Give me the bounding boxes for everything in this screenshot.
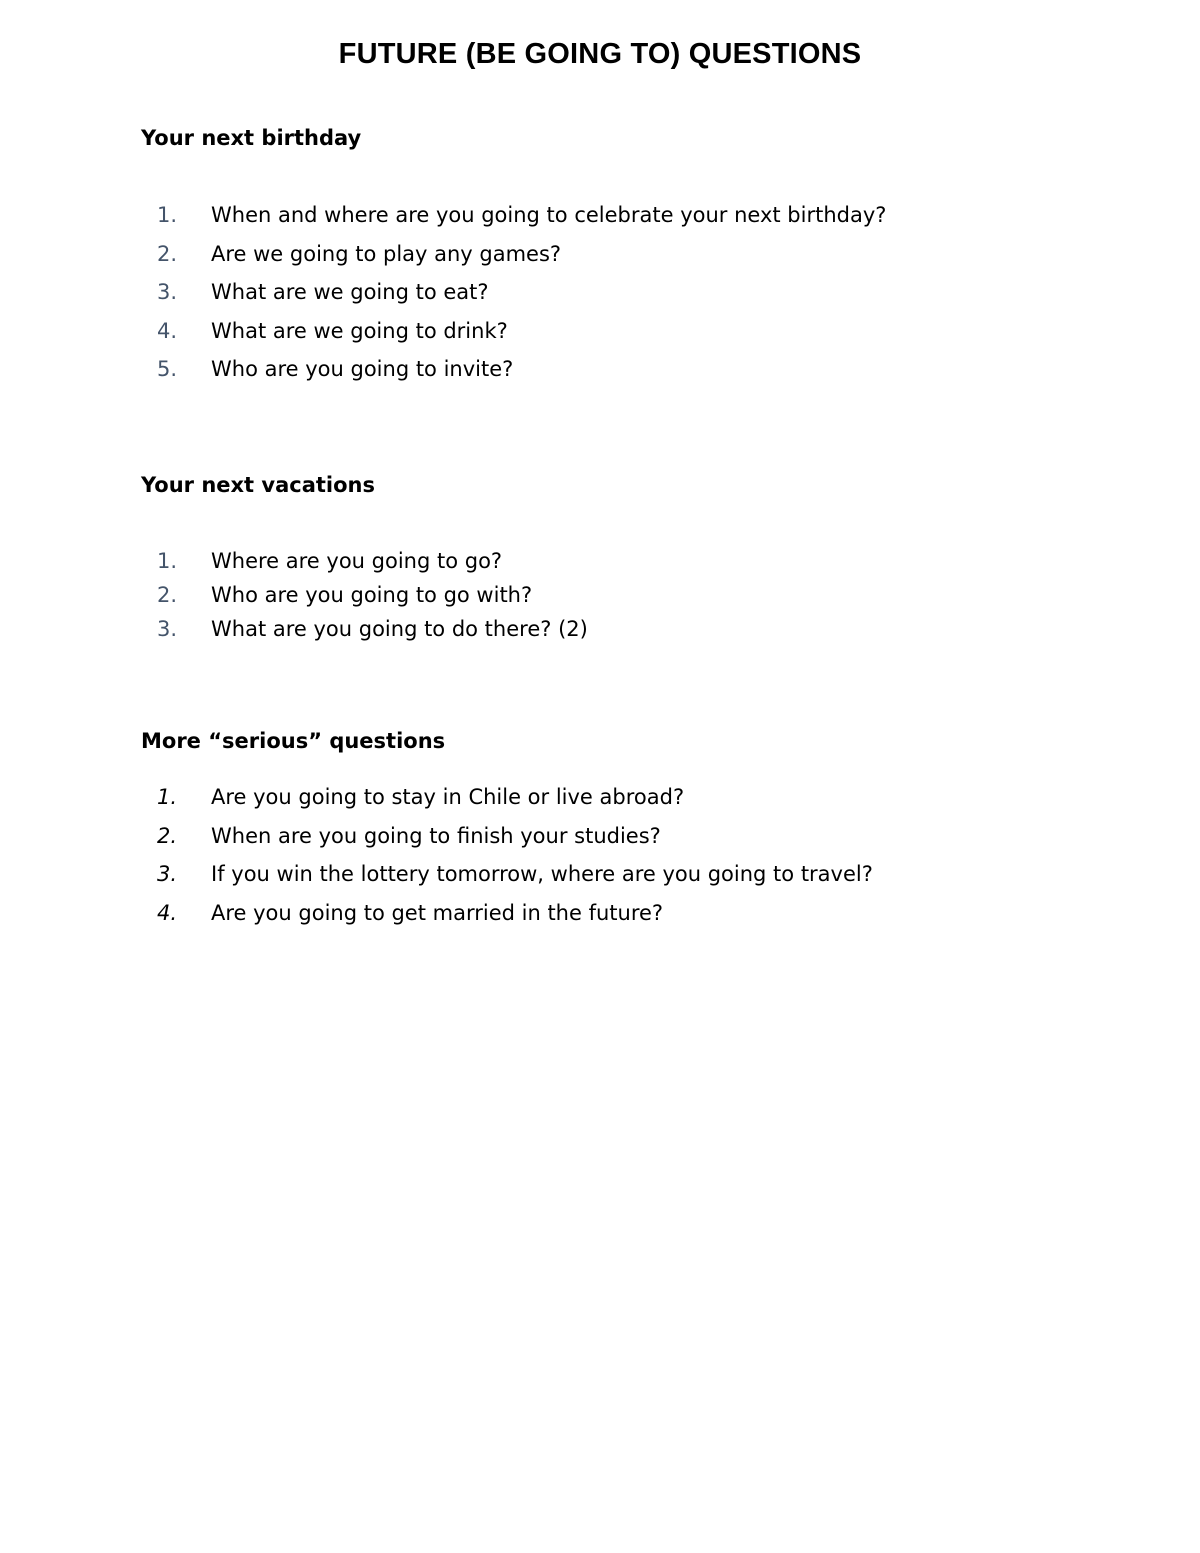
list-item xyxy=(0,901,1200,940)
list-item-text: What are we going to eat? xyxy=(211,280,489,304)
list-item-number: 2. xyxy=(157,241,178,266)
list-item-number: 1. xyxy=(157,549,178,573)
birthday-question-list xyxy=(0,203,1200,396)
list-item-text: When are you going to finish your studies? xyxy=(211,823,661,848)
list-item xyxy=(0,357,1200,396)
list-item-text: Who are you going to go with? xyxy=(211,583,533,607)
list-item-number: 3. xyxy=(157,862,178,886)
list-item-text: When and where are you going to celebrate your next birthday? xyxy=(211,203,887,227)
list-item xyxy=(0,785,1200,824)
list-item xyxy=(0,242,1200,281)
list-item-number: 4. xyxy=(157,900,178,925)
list-item-number: 5. xyxy=(157,357,178,381)
list-item-text: Are you going to stay in Chile or live abroad? xyxy=(211,785,685,809)
list-item xyxy=(0,280,1200,319)
list-item xyxy=(0,862,1200,901)
list-item-number: 1. xyxy=(157,203,178,227)
serious-question-list xyxy=(0,785,1200,939)
list-item-number: 2. xyxy=(157,823,178,848)
list-item-text: Are you going to get married in the future? xyxy=(211,900,664,925)
list-item-number: 4. xyxy=(157,318,178,343)
list-item-text: If you win the lottery tomorrow, where are you going to travel? xyxy=(211,862,873,886)
list-item xyxy=(0,617,1200,651)
list-item-text: What are we going to drink? xyxy=(211,318,508,343)
list-item-number: 1. xyxy=(157,785,178,809)
list-item-number: 2. xyxy=(157,583,178,607)
list-item-number: 3. xyxy=(157,617,178,641)
section-heading-vacations: Your next vacations xyxy=(141,473,376,497)
list-item xyxy=(0,549,1200,583)
section-heading-birthday: Your next birthday xyxy=(141,126,362,150)
list-item-text: Where are you going to go? xyxy=(211,549,503,573)
list-item-number: 3. xyxy=(157,280,178,304)
section-heading-serious: More “serious” questions xyxy=(141,729,446,753)
list-item xyxy=(0,583,1200,617)
list-item xyxy=(0,319,1200,358)
list-item xyxy=(0,824,1200,863)
list-item-text: What are you going to do there? (2) xyxy=(211,617,588,641)
list-item-text: Who are you going to invite? xyxy=(211,357,514,381)
list-item-text: Are we going to play any games? xyxy=(211,241,562,266)
list-item xyxy=(0,203,1200,242)
vacations-question-list xyxy=(0,549,1200,651)
page-title: FUTURE (BE GOING TO) QUESTIONS xyxy=(338,38,862,70)
